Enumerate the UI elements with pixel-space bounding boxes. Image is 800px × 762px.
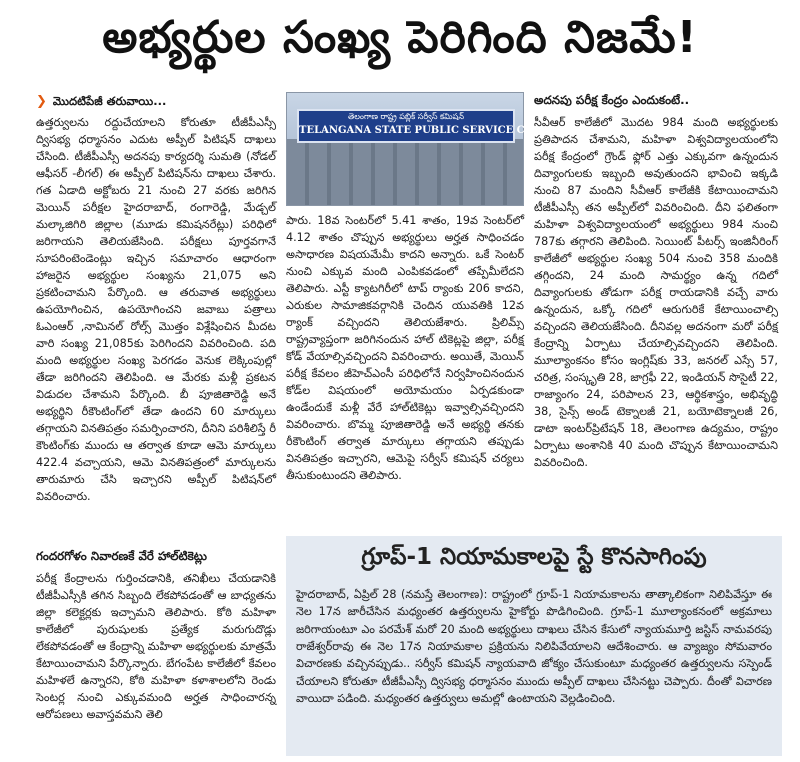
building-facade [287, 139, 523, 205]
middle-body: పారు. 18వ సెంటర్‌లో 5.41 శాతం, 19వ సెంటర్‌లో 4.12 శాతం చొప్పున అభ్యర్థులు అర్హత సాధించడం అసాధారణ విషయమేమీ కాదని అన్నారు. ఒకే సెంటర్ నుంచి ఎక్కువ మంది ఎంపికవడంలో తప్పేమీలేదని తెలిపారు. ఎస్టీ క్యాటగిరీలో టాప్ ర్యాంకు 206 కాదని, ఎరుకుల సామాజికవర్గానికి చెందిన యువతికి 12వ ర్యాంక్ వచ్చిందని తెలియజేశారు. ప్రిలిమ్స్ రాష్ట్రవ్యాప్తంగా జరిగినందున హాల్ టికెట్లపై జిల్లా, పరీక్ష కోడ్ వేయాల్సివచ్చిందని వివరించారు. అయితే, మెయిన్ పరీక్ష కేవలం జీహెచ్ఎంసీ పరిధిలోనే నిర్వహించినందున కోడ్‌ల విషయంలో అయోమయం ఏర్పడకుండా ఉండేందుకే మళ్లీ వేరే హాల్‌టికెట్లు ఇవ్వాల్సివచ్చిందని వివరించారు. బొమ్మ పూజితారెడ్డి అనే అభ్యర్థి తనకు రీకౌంటింగ్ తర్వాత మార్కులు తగ్గాయని తప్పుడు వినతిపత్రం ఇచ్చారని, ఆమెపై సర్వీస్ కమిషన్ చర్యలు తీసుకుంటుందని తెలిపారు. [286, 214, 524, 483]
extra-centre-subhead: అదనపు పరీక్ష కేంద్రం ఎందుకంటే.. [534, 93, 690, 107]
box-title: గ్రూప్-1 నియామకాలపై స్టే కొనసాగింపు [361, 544, 707, 570]
left-column-lower [36, 548, 276, 758]
right-body: సీవీఆర్ కాలేజీలో మొదట 984 మంది అభ్యర్థులకు ప్రతిపాదన చేశామని, మహిళా విశ్వవిద్యాలయంలోని పరీక్ష కేంద్రంలో గ్రౌండ్ ఫ్లోర్ ఎత్తు ఎక్కువగా ఉన్నందున దివ్యాంగులకు ఇబ్బంది అవుతుందని భావించి ఇక్కడి నుంచి 87 మందిని సీవీఆర్ కాలేజీకి కేటాయించామని టీజీపీఎస్సీ తన అప్పీల్‌లో వివరించింది. దీని ఫలితంగా మహిళా విశ్వవిద్యాలయంలో అభ్యర్థులు 984 నుంచి 787కు తగ్గారని తెలిపింది. సెయింట్ పీటర్స్ ఇంజినీరింగ్ కాలేజీలో అభ్యర్థుల సంఖ్య 504 నుంచి 358 మందికి తగ్గిందని, 24 మంది సామర్థ్యం ఉన్న గదిలో దివ్యాంగులకు తోడుగా పరీక్ష రాయడానికి వచ్చే వారు ఉన్నందున, ఒక్కో గదిలో ఆరుగురికే కేటాయించాల్సి వచ్చిందని తెలియజేసింది. దీనివల్ల అదనంగా మరో పరీక్ష కేంద్రాన్ని ఏర్పాటు చేయాల్సివచ్చిందని తెలిపింది. మూల్యాంకనం కోసం ఇంగ్లిష్‌కు 33, జనరల్ ఎస్సే 57, చరిత్ర, సంస్కృతి 28, జాగ్రఫీ 22, ఇండియన్ సొసైటీ 22, రాజ్యాంగం 24, పరిపాలన 23, ఆర్థికశాస్త్రం, అభివృద్ధి 38, సైన్స్ అండ్ టెక్నాలజీ 21, బయోటెక్నాలజీ 26, డాటా ఇంటర్‌ప్రిటేషన్ 18, తెలంగాణ ఉద్యమం, రాష్ట్రం ఏర్పాటు అంశానికి 40 మంది చొప్పున కేటాయించామని వివరించింది. [534, 115, 778, 470]
headline: అభ్యర్థుల సంఖ్య పెరిగింది నిజమే! [102, 12, 698, 63]
right-column [534, 92, 778, 532]
signboard-telugu: తెలంగాణ రాష్ట్ర పబ్లిక్ సర్వీస్ కమిషన్ [348, 112, 464, 121]
hall-ticket-subhead: గందరగోళం నివారణకే వేరే హాల్‌టికెట్లు [36, 549, 207, 563]
box-body: హైదరాబాద్, ఏప్రిల్ 28 (నమస్తే తెలంగాణ): రాష్ట్రంలో గ్రూప్-1 నియామకాలను తాత్కాలికంగా నిలిపివేస్తూ ఈ నెల 17న జారీచేసిన మధ్యంతర ఉత్తర్వులను హైకోర్టు పొడిగించింది. గ్రూప్-1 మూల్యాంకనంలో అక్రమాలు జరిగాయంటూ ఎం పరమేశ్ మరో 20 మంది అభ్యర్థులు దాఖలు చేసిన కేసులో న్యాయమూర్తి జస్టిస్ నామవరపు రాజేశ్వర్‌రావు ఈ నెల 17న నియామకాల ప్రక్రియను నిలిపివేయాలని ఆదేశించారు. ఆ వ్యాజ్యం సోమవారం విచారణకు వచ్చినప్పుడు.. సర్వీస్ కమిషన్ న్యాయవాది జోక్యం చేసుకుంటూ మధ్యంతర ఉత్తర్వులను సస్పెండ్ చేయాలని కోరుతూ టీజీపీఎస్సీ ద్విసభ్య ధర్మాసనం ముందు అప్పీల్ దాఖలు చేసినట్టు చెప్పారు. దీంతో విచారణ వాయిదా పడింది. మధ్యంతర ఉత్తర్వులు అమల్లో ఉంటాయని వెల్లడించింది. [296, 588, 772, 706]
middle-column [286, 212, 524, 532]
group1-stay-box [286, 536, 782, 756]
chevron-right-icon: ❯ [36, 94, 47, 109]
left-body: ఉత్తర్వులను రద్దుచేయాలని కోరుతూ టీజీపీఎస్సీ ద్విసభ్య ధర్మాసనం ఎదుట అప్పీల్ పిటిషన్ దాఖలు చేసింది. టీజీపీఎస్సీ అదనపు కార్యదర్శి సుమతి (నోడల్ ఆఫీసర్ -లీగల్) ఈ అప్పీల్ పిటిషన్‌ను దాఖలు చేశారు. గత ఏడాది అక్టోబరు 21 నుంచి 27 వరకు జరిగిన మెయిన్ పరీక్షల హైదరాబాద్, రంగారెడ్డి, మేడ్చల్ మల్కాజిగిరి జిల్లాల (మూడు కమిషనరేట్లు) పరిధిలో జరిగాయని తెలియజేసింది. పరీక్షలు పూర్తవగానే సూపరింటెండెంట్లు ఇచ్చిన సమాచారం ఆధారంగా హాజరైన అభ్యర్థుల సంఖ్యను 21,075 అని ప్రకటించామని పేర్కొంది. ఆ తరువాత అభ్యర్థులు ఉపయోగించిన, ఉపయోగించని జవాబు పత్రాలు ఓఎంఆర్ ,నామినల్ రోల్స్ మొత్తం విశ్లేషించిన మీదట వారి సంఖ్య 21,085కు పెరిగిందని వివరించింది. పది మంది అభ్యర్థుల సంఖ్య పెరగడం వెనుక లెక్కింపుల్లో తేడా జరిగిందని తెలిపింది. ఆ మేరకు మళ్లీ ప్రకటన విడుదల చేశామని పేర్కొంది. బీ పూజితారెడ్డి అనే అభ్యర్థిని రీకౌంటింగ్‌లో తేడా ఉందని 60 మార్కులు తగ్గాయని వినతిపత్రం సమర్పించారని, దీనిని పరిశీలిస్తే రీ కౌంటింగ్‌కు ముందు ఆ తర్వాత కూడా ఆమె మార్కులు 422.4 వచ్చాయని, ఆమె వినతిపత్రంలో మార్కులను తారుమారు చేసి ఇచ్చారని అప్పీల్ పిటిషన్‌లో వివరించారు. [36, 115, 276, 504]
left-body-2: పరీక్ష కేంద్రాలను గుర్తించడానికి, తనిఖీలు చేయడానికి టీజీపీఎస్సీకి తగిన సిబ్బంది లేకపోవడంతో ఆ బాధ్యతను జిల్లా కలెక్టర్లకు ఇచ్చామని తెలిపారు. కోఠి మహిళా కాలేజీలో పురుషులకు ప్రత్యేక మరుగుదొడ్లు లేకపోవడంతో ఆ కేంద్రాన్ని మహిళా అభ్యర్థులకు మాత్రమే కేటాయించామని పేర్కొన్నారు. బేగంపేట కాలేజీలో కేవలం మహిళలే ఉన్నారని, కోఠి మహిళా కళాశాలలోని రెండు సెంటర్ల నుంచి ఎక్కువమంది అర్హత సాధించారన్న ఆరోపణలు అవాస్తవమని తెలి [36, 571, 276, 722]
tspsc-signboard [297, 109, 597, 143]
signboard-english: TELANGANA STATE PUBLIC SERVICE COMMISSION [299, 125, 597, 136]
tspsc-building-photo [286, 92, 597, 206]
continuation-kicker [36, 92, 276, 112]
left-column [36, 92, 276, 532]
kicker-label: మొదటిపేజీ తరువాయి... [52, 94, 167, 109]
